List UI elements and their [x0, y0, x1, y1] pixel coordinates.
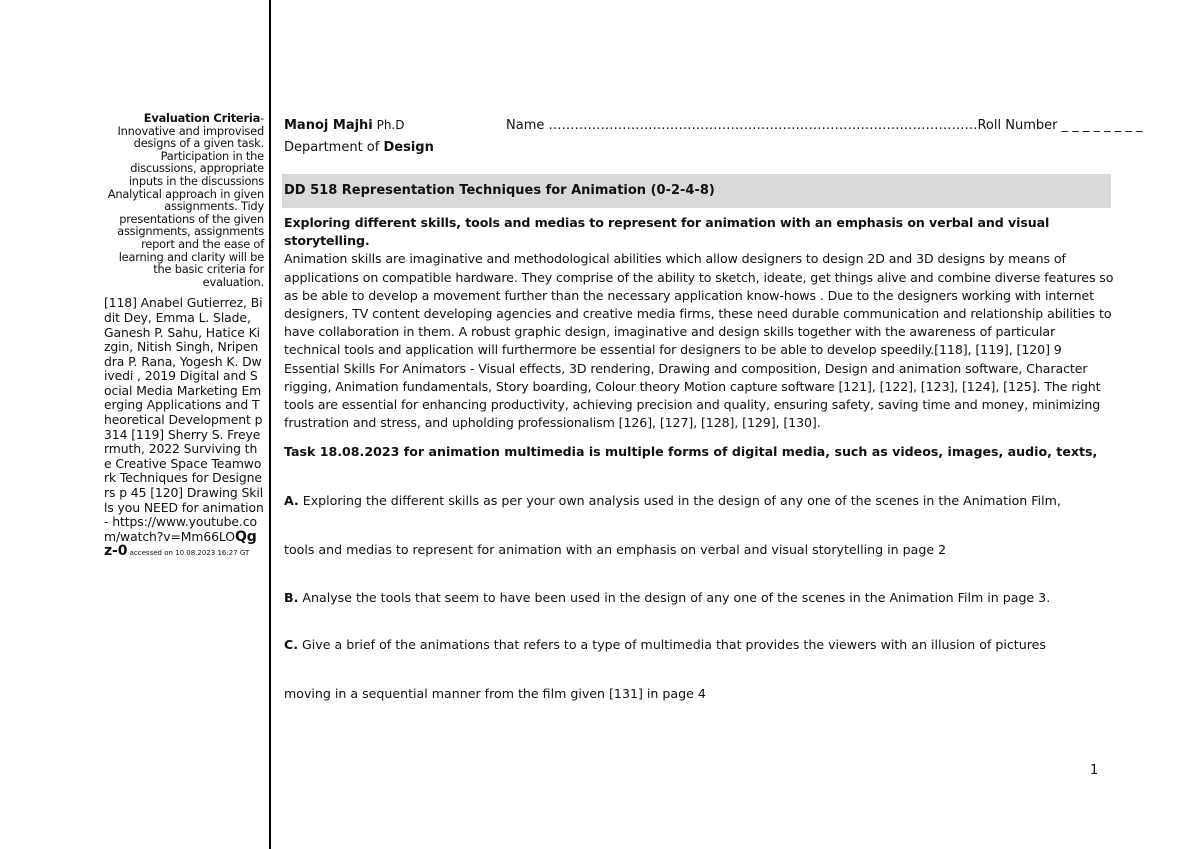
- task-c-text: Give a brief of the animations that refers to a type of multimedia that provides the viewers with an illusion of pictures: [298, 637, 1046, 652]
- course-paragraph: Animation skills are imaginative and methodological abilities which allow designers to design 2D and 3D designs by means of applications on compatible hardware. They comprise of the ability to sketch, ideate, get things alive and combine diverse features so as be able to develop a movement further than the necessary application know-hows . Due to the designers working with internet designers, TV content developing agencies and creative media firms, these need durable communication and relationship abilities to have collaboration in them. A robust graphic design, imaginative and design skills together with the awareness of particular technical tools and application will furthermore be essential for designers to be able to develop speedily.[118], [119], [120] 9 Essential Skills For Animators - Visual effects, 3D rendering, Drawing and composition, Design and animation software, Character rigging, Animation fundamentals, Story boarding, Colour theory Motion capture software [121], [122], [123], [124], [125]. The right tools are essential for enhancing productivity, achieving precision and quality, ensuring safety, saving time and money, minimizing frustration and stress, and upholding professionalism [126], [127], [128], [129], [130].: [284, 251, 1114, 431]
- task-a-text: Exploring the different skills as per your own analysis used in the design of any one of the scenes in the Animation Film,: [298, 493, 1061, 508]
- department-name: Design: [383, 140, 434, 155]
- department-line: [284, 140, 434, 155]
- task-c: [284, 637, 1046, 652]
- task-a-continued: tools and medias to represent for animation with an emphasis on verbal and visual storytelling in page 2: [284, 542, 947, 557]
- evaluation-title: Evaluation Criteria: [143, 111, 261, 125]
- sidebar: [104, 112, 264, 561]
- task-heading: Task 18.08.2023 for animation multimedia is multiple forms of digital media, such as videos, images, audio, texts,: [284, 444, 1098, 459]
- task-c-label: C.: [284, 637, 299, 652]
- department-prefix: Department of: [284, 140, 384, 155]
- evaluation-text: Innovative and improvised designs of a given task. Participation in the discussions, appropriate inputs in the discussions Analytical approach in given assignments. Tidy presentations of the given assignments, assignments report and the ease of learning and clarity will be the basic criteria for evaluation.: [107, 123, 264, 289]
- author-name: Manoj Majhi: [284, 118, 373, 133]
- task-c-continued: moving in a sequential manner from the film given [131] in page 4: [284, 686, 706, 701]
- references-video-id: Qgz-0: [104, 528, 257, 560]
- course-intro: Exploring different skills, tools and medias to represent for animation with an emphasis on verbal and visual storytelling.: [284, 215, 1050, 249]
- task-b-label: B.: [284, 590, 299, 605]
- author-line: [284, 118, 404, 133]
- task-a-label: A.: [284, 493, 299, 508]
- vertical-divider: [269, 0, 271, 849]
- name-roll-field: Name ………………………………………………………………………………………Roll Number _ _ _ _ _ _ _ _: [506, 118, 1143, 133]
- course-description: [284, 214, 1114, 432]
- course-title-bar: DD 518 Representation Techniques for Animation (0-2-4-8): [282, 174, 1111, 208]
- evaluation-dash: -: [260, 111, 264, 125]
- evaluation-criteria: [104, 112, 264, 288]
- references: [104, 296, 264, 561]
- task-b: [284, 590, 1050, 605]
- references-text: [118] Anabel Gutierrez, Bidit Dey, Emma L. Slade, Ganesh P. Sahu, Hatice Kizgin, Nitish Singh, Nripendra P. Rana, Yogesh K. Dwivedi , 2019 Digital and Social Media Marketing Emerging Applications and Theoretical Development p 314 [119] Sherry S. Freyermuth, 2022 Surviving the Creative Space Teamwork Techniques for Designers p 45 [120] Drawing Skills you NEED for animation - https://www.youtube.com/watch?v=Mm66LO: [104, 295, 264, 544]
- page-number: 1: [1090, 763, 1099, 778]
- references-access-note: accessed on 10.08.2023 16:27 GT: [127, 549, 250, 558]
- author-degree: Ph.D: [372, 118, 405, 132]
- task-b-text: Analyse the tools that seem to have been used in the design of any one of the scenes in the Animation Film in page 3.: [298, 590, 1051, 605]
- task-a: [284, 493, 1061, 508]
